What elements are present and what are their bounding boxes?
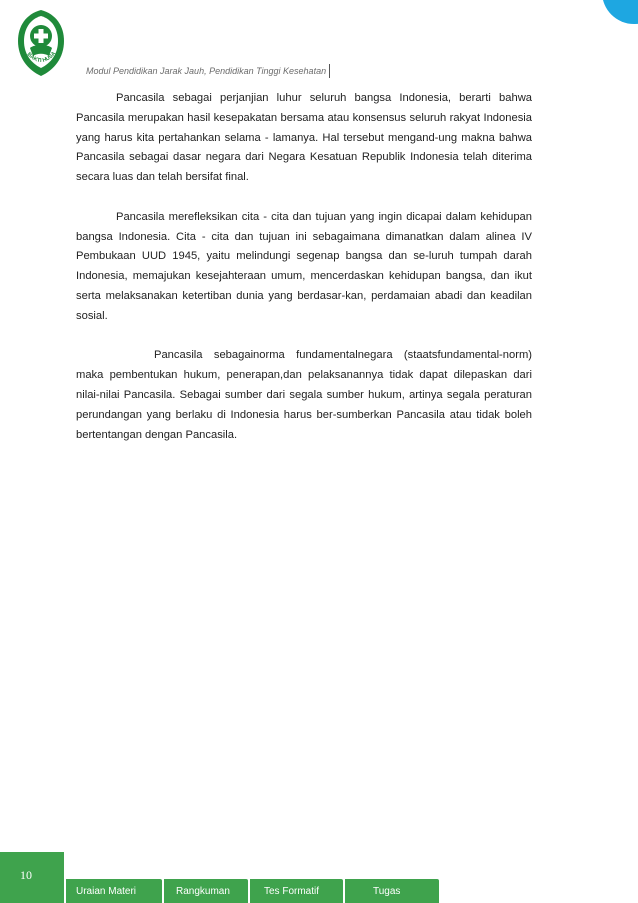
tab-rangkuman[interactable]: Rangkuman — [164, 879, 248, 903]
paragraph-1: Pancasila sebagai perjanjian luhur seluruh bangsa Indonesia, berarti bahwa Pancasila merupakan hasil kesepakatan bersama atau konsensus seluruh rakyat Indonesia yang harus kita pertahankan selama - lamanya. Hal tersebut mengand-ung makna bahwa Pancasila sebagai dasar negara dari Negara Kesatuan Republik Indonesia telah diterima secara luas dan telah bersifat final. — [76, 92, 532, 184]
paragraph-2: Pancasila merefleksikan cita - cita dan tujuan yang ingin dicapai dalam kehidupan bangsa Indonesia. Cita - cita dan tujuan ini sebagaimana dimanatkan dalam alinea IV Pembukaan UUD 1945, yaitu melindungi segenap bangsa dan se-luruh tumpah darah Indonesia, memajukan kesejahteraan umum, mencerdaskan kehidupan bangsa, dan ikut serta melaksanakan ketertiban dunia yang berdasar-kan, perdamaian abadi dan keadilan sosial. — [76, 210, 532, 322]
page-number: 10 — [20, 868, 32, 882]
corner-decoration — [602, 0, 638, 24]
header-divider — [329, 64, 330, 78]
tab-tes-formatif[interactable]: Tes Formatif — [250, 879, 343, 903]
bakti-husada-logo-icon — [16, 8, 66, 78]
paragraph-3: Pancasila sebagainorma fundamentalnegara (staatsfundamental-norm) maka pembentukan hukum, penerapan,dan pelaksanannya tidak dapat dilepaskan dari nilai-nilai Pancasila. Sebagai sumber dari segala sumber hukum, artinya segala peraturan perundangan yang berlaku di Indonesia harus ber-sumberkan Pancasila atau tidak boleh bertentangan dengan Pancasila. — [76, 349, 532, 441]
document-body — [76, 89, 532, 465]
logo-text: BAKTI HUSA — [25, 50, 58, 65]
module-header — [86, 64, 330, 78]
tab-tugas[interactable]: Tugas — [345, 879, 439, 903]
footer-tabs — [66, 879, 439, 903]
page-number-box — [0, 852, 64, 903]
tab-uraian-materi[interactable]: Uraian Materi — [66, 879, 162, 903]
module-title: Modul Pendidikan Jarak Jauh, Pendidikan Tinggi Kesehatan — [86, 66, 327, 76]
